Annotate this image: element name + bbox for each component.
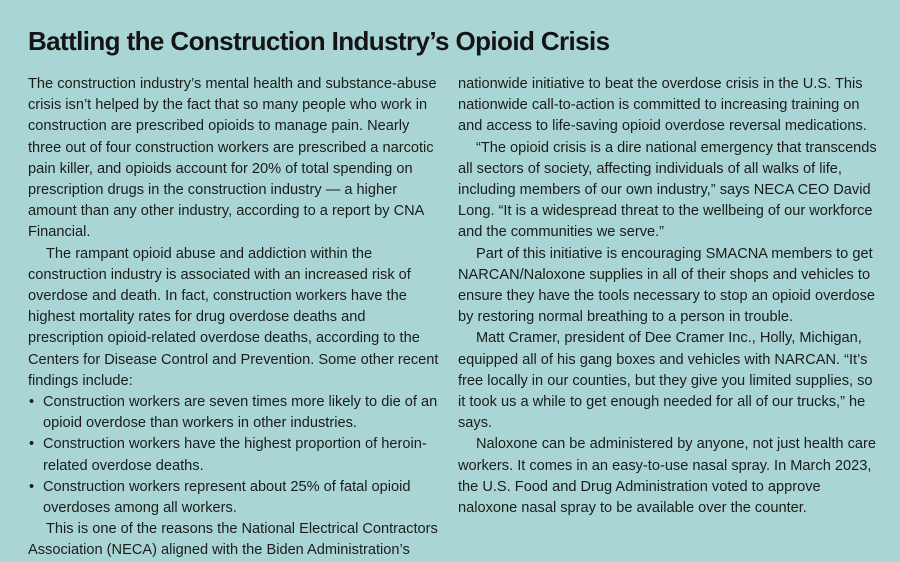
paragraph: This is one of the reasons the National Electrical Contractors Association (NECA) aligned with the Biden Administration’s [28, 521, 438, 559]
article-title: Battling the Construction Industry’s Opioid Crisis [28, 26, 610, 56]
paragraph: Naloxone can be administered by anyone, not just health care workers. It comes in an easy-to-use nasal spray. In March 2023, the U.S. Food and Drug Administration voted to approve naloxone nasal spray to be available over the counter. [458, 436, 876, 517]
paragraph: Part of this initiative is encouraging SMACNA members to get NARCAN/Naloxone supplies in all of their shops and vehicles to ensure they have the tools necessary to stop an opioid overdose by restoring normal breathing to a person in trouble. [458, 245, 875, 326]
paragraph: “The opioid crisis is a dire national emergency that transcends all sectors of society, affecting individuals of all walks of life, including members of our own industry,” says NECA CEO David Long. “It is a widespread threat to the wellbeing of our workforce and the communities we serve.” [458, 139, 877, 241]
left-column [28, 74, 440, 562]
right-column [458, 74, 878, 519]
list-item: • Construction workers represent about 25% of fatal opioid overdoses among all workers. [28, 477, 440, 519]
list-item: • Construction workers have the highest proportion of heroin-related overdose deaths. [28, 434, 440, 476]
paragraph: Matt Cramer, president of Dee Cramer Inc., Holly, Michigan, equipped all of his gang boxes and vehicles with NARCAN. “It’s free locally in our counties, but they give you limited supplies, so it took us a while to get enough needed for all of our trucks,” he says. [458, 330, 873, 432]
list-item: • Construction workers are seven times more likely to die of an opioid overdose than workers in other industries. [28, 392, 440, 434]
paragraph: The construction industry’s mental health and substance-abuse crisis isn’t helped by the fact that so many people who work in construction are prescribed opioids to manage pain. Nearly three out of four construction workers are prescribed a narcotic pain killer, and opioids account for 20% of total spending on prescription drugs in the construction industry — a higher amount than any other industry, according to a report by CNA Financial. [28, 76, 437, 241]
findings-list [28, 392, 440, 519]
paragraph: nationwide initiative to beat the overdose crisis in the U.S. This nationwide call-to-action is committed to increasing training on and access to life-saving opioid overdose reversal medications. [458, 76, 867, 135]
paragraph: The rampant opioid abuse and addiction within the construction industry is associated with an increased risk of overdose and death. In fact, construction workers have the highest mortality rates for drug overdose deaths and prescription opioid-related overdose deaths, according to the Centers for Disease Control and Prevention. Some other recent findings include: [28, 245, 439, 389]
